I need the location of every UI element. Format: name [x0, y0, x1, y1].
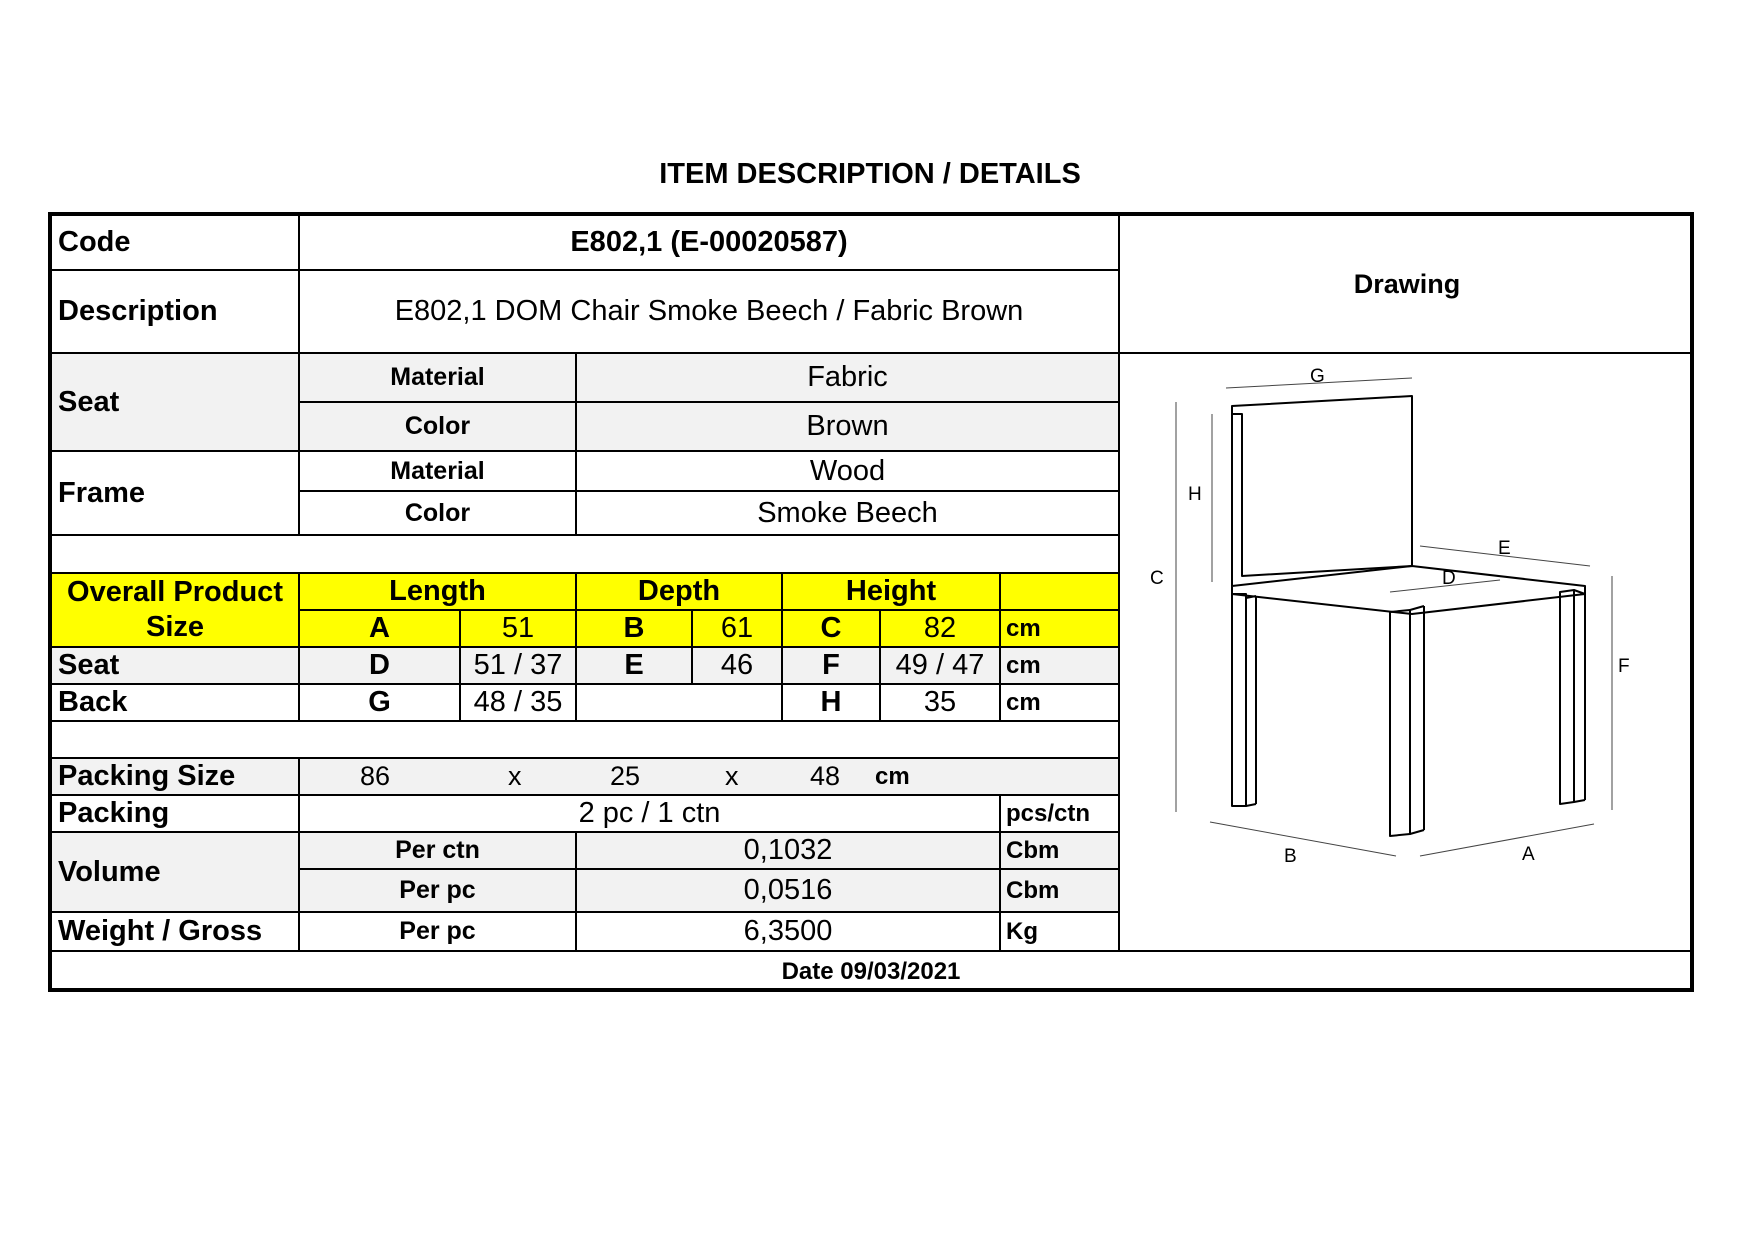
spacer-row-2	[52, 722, 1120, 759]
packing-value: 2 pc / 1 ctn	[300, 796, 1001, 833]
drawing-letter-g: G	[1310, 366, 1325, 387]
seat-color-label: Color	[300, 403, 577, 452]
dim-c-letter: C	[783, 611, 881, 648]
packing-height: 48	[810, 761, 841, 791]
dim-line-a	[1420, 824, 1594, 856]
weight-per-pc-label: Per pc	[300, 913, 577, 952]
seat-label: Seat	[52, 354, 300, 452]
packing-size-label: Packing Size	[52, 759, 300, 796]
date-row: Date 09/03/2021	[781, 958, 961, 985]
size-header-empty	[1001, 574, 1120, 611]
dim-d-value: 51 / 37	[461, 648, 577, 685]
back-dims-empty	[577, 685, 783, 722]
weight-value: 6,3500	[577, 913, 1001, 952]
packing-size-unit: cm	[875, 762, 910, 790]
overall-size-label: Overall Product Size	[52, 574, 300, 648]
drawing-letter-e: E	[1498, 538, 1511, 559]
drawing-letter-b: B	[1284, 846, 1297, 867]
chair-drawing-area	[1120, 354, 1694, 952]
chair-leg-back-left	[1232, 594, 1246, 806]
volume-per-ctn-value: 0,1032	[577, 833, 1001, 870]
height-header: Height	[783, 574, 1001, 611]
chair-leg-right	[1560, 590, 1574, 804]
description-label: Description	[52, 271, 300, 354]
dim-a-letter: A	[300, 611, 461, 648]
dim-h-letter: H	[783, 685, 881, 722]
dim-c-value: 82	[881, 611, 1001, 648]
weight-unit: Kg	[1001, 913, 1120, 952]
volume-per-ctn-label: Per ctn	[300, 833, 577, 870]
seat-dims-label: Seat	[52, 648, 300, 685]
depth-header: Depth	[577, 574, 783, 611]
size-unit: cm	[1001, 611, 1120, 648]
dim-d-letter: D	[300, 648, 461, 685]
length-header: Length	[300, 574, 577, 611]
frame-material-label: Material	[300, 452, 577, 492]
packing-length: 86	[360, 761, 391, 791]
volume-per-ctn-unit: Cbm	[1001, 833, 1120, 870]
volume-label: Volume	[52, 833, 300, 913]
packing-width: 25	[610, 761, 641, 791]
volume-per-pc-value: 0,0516	[577, 870, 1001, 913]
dim-b-letter: B	[577, 611, 693, 648]
volume-per-pc-label: Per pc	[300, 870, 577, 913]
packing-size-row	[300, 759, 1120, 796]
drawing-letter-h: H	[1188, 484, 1202, 505]
dim-h-value: 35	[881, 685, 1001, 722]
drawing-header: Drawing	[1120, 216, 1694, 354]
chair-drawing	[1120, 354, 1694, 952]
weight-label: Weight / Gross	[52, 913, 300, 952]
chair-backrest	[1232, 396, 1412, 576]
dim-f-value: 49 / 47	[881, 648, 1001, 685]
dim-a-value: 51	[461, 611, 577, 648]
seat-dims-unit: cm	[1001, 648, 1120, 685]
code-value: E802,1 (E-00020587)	[300, 216, 1120, 271]
spec-sheet	[48, 212, 1694, 992]
packing-unit: pcs/ctn	[1001, 796, 1120, 833]
frame-color-label: Color	[300, 492, 577, 536]
description-value: E802,1 DOM Chair Smoke Beech / Fabric Brown	[300, 271, 1120, 354]
dim-f-letter: F	[783, 648, 881, 685]
back-dims-label: Back	[52, 685, 300, 722]
drawing-letter-d: D	[1442, 568, 1456, 589]
back-dims-unit: cm	[1001, 685, 1120, 722]
drawing-letter-c: C	[1150, 568, 1164, 589]
packing-x-1: x	[508, 761, 522, 791]
chair-leg-front-left	[1390, 610, 1410, 836]
frame-material-value: Wood	[577, 452, 1120, 492]
frame-label: Frame	[52, 452, 300, 536]
frame-color-value: Smoke Beech	[577, 492, 1120, 536]
seat-material-value: Fabric	[577, 354, 1120, 403]
drawing-letter-f: F	[1618, 656, 1630, 677]
drawing-letter-a: A	[1522, 844, 1535, 865]
dim-line-b	[1210, 822, 1396, 856]
page-title: ITEM DESCRIPTION / DETAILS	[659, 158, 1081, 190]
spacer-row	[52, 536, 1120, 574]
dim-e-letter: E	[577, 648, 693, 685]
dim-e-value: 46	[693, 648, 783, 685]
dim-g-value: 48 / 35	[461, 685, 577, 722]
packing-x-2: x	[725, 761, 739, 791]
dim-g-letter: G	[300, 685, 461, 722]
dim-b-value: 61	[693, 611, 783, 648]
seat-color-value: Brown	[577, 403, 1120, 452]
packing-label: Packing	[52, 796, 300, 833]
code-label: Code	[52, 216, 300, 271]
seat-material-label: Material	[300, 354, 577, 403]
volume-per-pc-unit: Cbm	[1001, 870, 1120, 913]
